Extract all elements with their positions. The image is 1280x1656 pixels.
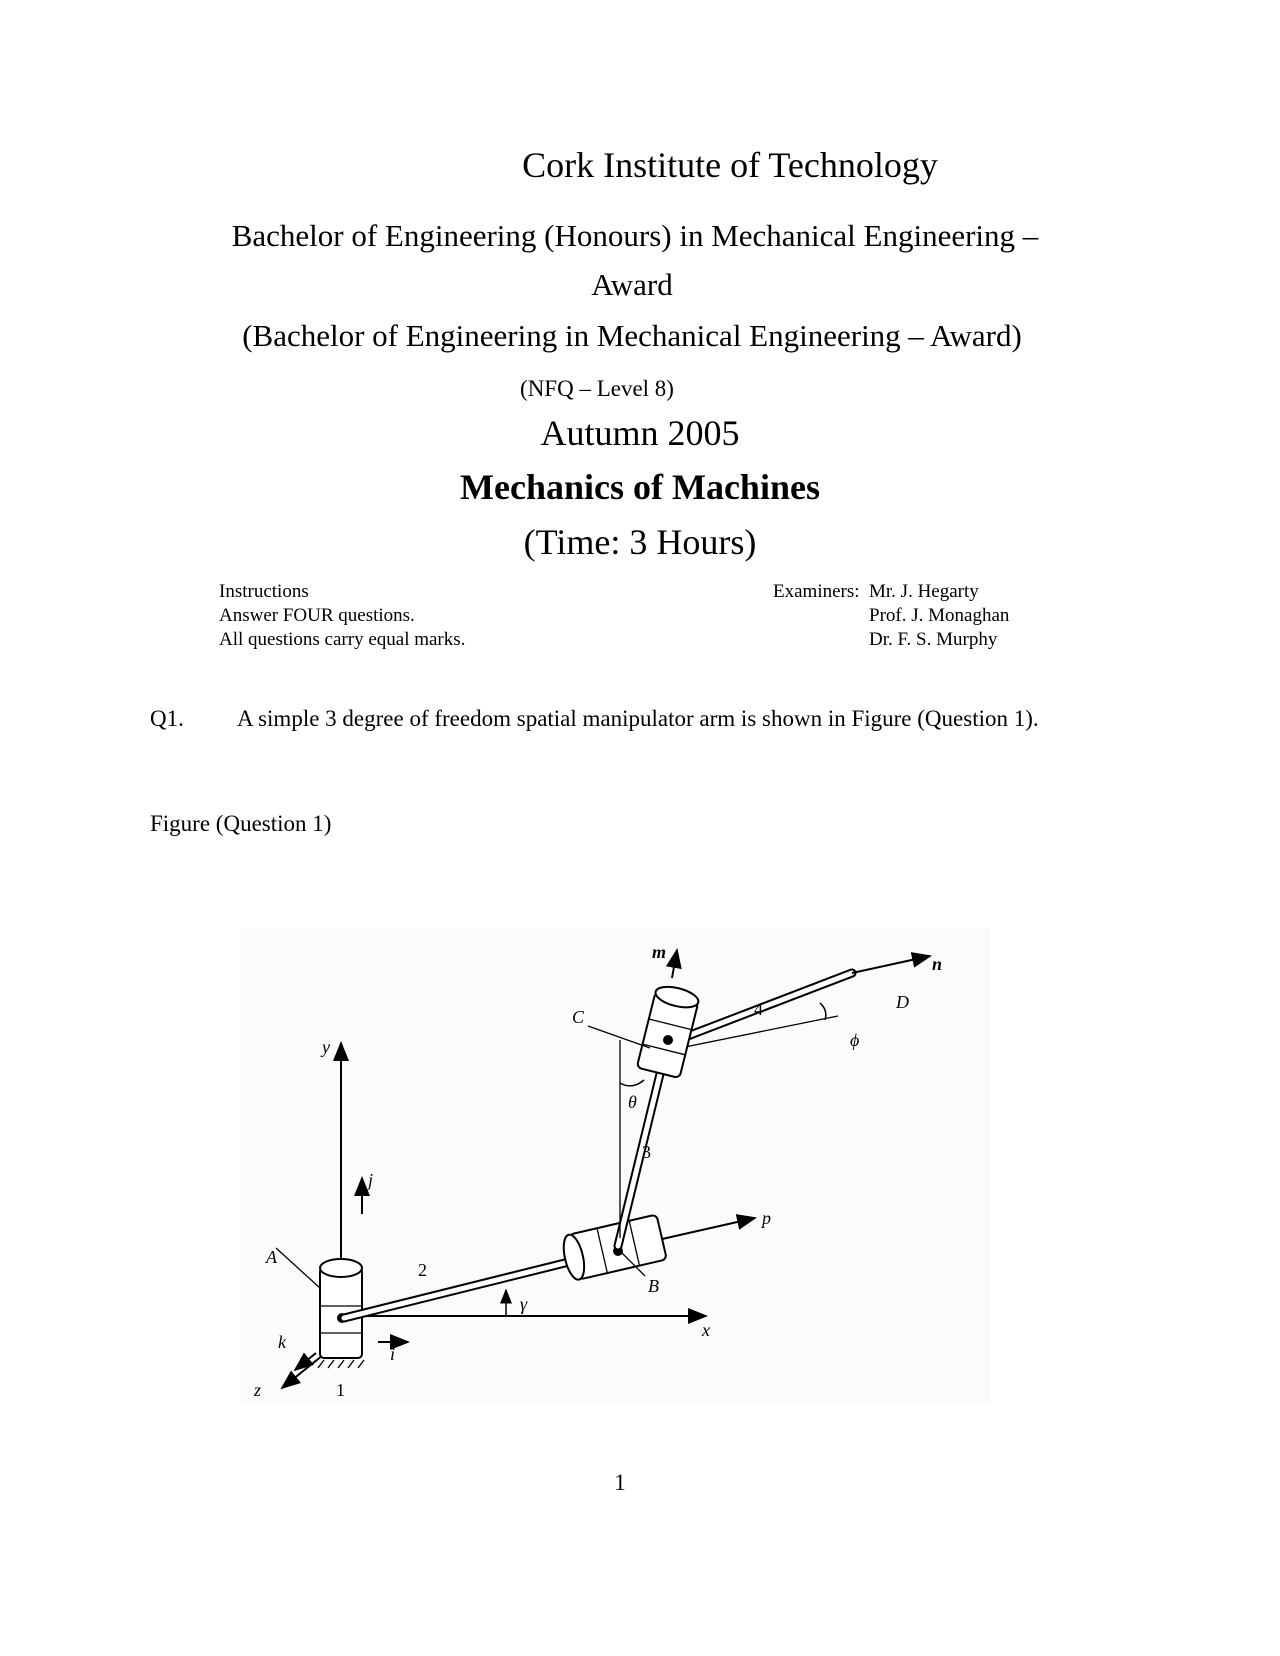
label-link-2: 2 [418,1260,427,1280]
theta-arc [620,1080,644,1086]
label-b: B [648,1276,659,1296]
label-link-1: 1 [336,1380,345,1400]
question-number: Q1. [150,706,184,731]
phi-arc [820,1003,826,1020]
label-phi: ϕ [850,1030,860,1050]
label-k: k [278,1332,286,1352]
exam-session: Autumn 2005 [540,413,740,453]
label-x: x [702,1320,710,1340]
joint-b-cylinder [560,1214,667,1281]
joint-c-cylinder [637,983,701,1078]
examiner-name: Dr. F. S. Murphy [869,629,998,650]
ground-hatch [318,1360,364,1368]
examiner-name: Prof. J. Monaghan [869,605,1010,626]
joint-a-cylinder [320,1259,362,1358]
instructions-title: Instructions [219,581,309,602]
label-m: m [652,942,667,962]
label-gamma: γ [520,1294,528,1314]
n-axis [852,956,930,973]
exam-duration: (Time: 3 Hours) [523,522,757,562]
label-theta: θ [628,1092,637,1112]
label-y: y [322,1037,330,1057]
label-c: C [572,1007,585,1027]
nfq-level: (NFQ – Level 8) [520,376,674,401]
label-link-3: 3 [642,1142,651,1162]
institution-title: Cork Institute of Technology [522,145,938,185]
examiner-name: Mr. J. Hegarty [869,581,979,602]
c-leader [588,1026,650,1048]
programme-title-line2: Award [591,267,673,302]
label-link-4: 4 [754,999,763,1019]
label-p: p [762,1208,771,1228]
k-vector [295,1353,316,1370]
label-d: D [896,992,909,1012]
label-i: i [390,1344,396,1364]
programme-title-line1: Bachelor of Engineering (Honours) in Mechanical Engineering – [231,218,1039,253]
programme-alt-title: (Bachelor of Engineering in Mechanical Engineering – Award) [242,318,1022,353]
label-z: z [254,1380,262,1400]
instructions-line2: All questions carry equal marks. [219,629,466,650]
label-j: j [368,1170,374,1190]
label-a: A [266,1247,277,1267]
examiners-list [869,580,1009,652]
figure-caption: Figure (Question 1) [150,811,332,836]
instructions-line1: Answer FOUR questions. [219,605,415,626]
m-axis [672,950,677,978]
a-leader [276,1248,320,1288]
module-title: Mechanics of Machines [460,467,820,507]
manipulator-figure [240,928,990,1403]
question-text: A simple 3 degree of freedom spatial manipulator arm is shown in Figure (Question 1). [237,706,1039,731]
instructions-block [219,580,465,652]
page-number: 1 [614,1470,626,1495]
label-n: n [932,954,943,974]
examiners-label: Examiners: [773,581,860,602]
